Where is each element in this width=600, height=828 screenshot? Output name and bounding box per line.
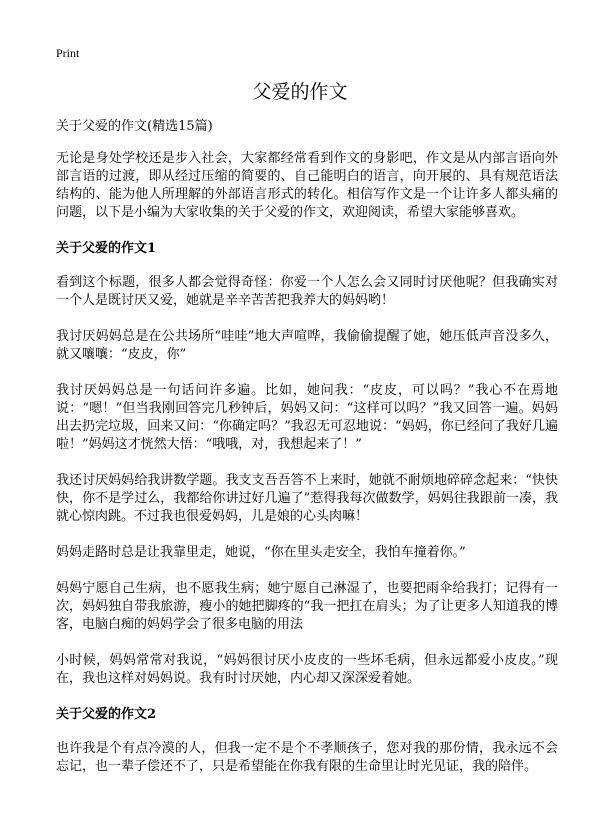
- section-1-paragraph: 妈妈宁愿自己生病，也不愿我生病；她宁愿自己淋湿了，也要把雨伞给我打；记得有一次，妈妈独自带我旅游，瘦小的她把脚疼的“我一把扛在肩头；为了让更多人知道我的博客，电脑白痴的妈妈学会了很多电脑的用法: [56, 581, 558, 632]
- article-body: [56, 118, 558, 794]
- section-1-paragraph: 小时候，妈妈常常对我说，“妈妈很讨厌小皮皮的一些坏毛病，但永远都爱小皮皮。”现在，我也这样对妈妈说。我有时讨厌她，内心却又深深爱着她。: [56, 653, 558, 686]
- section-1-paragraph: 看到这个标题，很多人都会觉得奇怪：你爱一个人怎么会又同时讨厌他呢？但我确实对一个人是既讨厌又爱，她就是辛辛苦苦把我养大的妈妈哟！: [56, 275, 558, 308]
- section-1-paragraph: 我讨厌妈妈总是在公共场所“哇哇”地大声喧哗，我偷偷提醒了她，她压低声音没多久，就又嚷嚷：“皮皮，你”: [56, 329, 558, 362]
- section-1-paragraph: 我讨厌妈妈总是一句话问许多遍。比如，她问我：“皮皮，可以吗？”我心不在焉地说：“嗯！”但当我刚回答完几秒钟后，妈妈又问：“这样可以吗？”我又回答一遍。妈妈出去扔完垃圾，回来又问：“你确定吗？”我忍无可忍地说：“妈妈，你已经问了我好几遍啦！”妈妈这才恍然大悟：“哦哦，对，我想起来了！”: [56, 383, 558, 452]
- section-heading-1: 关于父爱的作文1: [56, 241, 157, 256]
- page-title: 父爱的作文: [252, 81, 348, 103]
- intro-paragraph: 无论是身处学校还是步入社会，大家都经常看到作文的身影吧，作文是从内部言语向外部言语的过渡，即从经过压缩的简要的、自己能明白的语言，向开展的、具有规范语法结构的、能为他人所理解的外部语言形式的转化。相信写作文是一个让许多人都头痛的问题，以下是小编为大家收集的关于父爱的作文，欢迎阅读，希望大家能够喜欢。: [56, 151, 558, 220]
- print-label: Print: [56, 46, 80, 60]
- section-1-paragraph: 我还讨厌妈妈给我讲数学题。我支支吾吾答不上来时，她就不耐烦地碎碎念起来：“快快快，你不是学过么，我都给你讲过好几遍了”惹得我每次做数学，妈妈往我跟前一凑，我就心惊肉跳。不过我也很爱妈妈，儿是娘的心头肉嘛！: [56, 473, 558, 524]
- section-2-paragraph: 也许我是个有点冷漠的人，但我一定不是个不孝顺孩子，您对我的那份情，我永远不会忘记，也一辈子偿还不了，只是希望能在你我有限的生命里让时光见证，我的陪伴。: [56, 741, 558, 774]
- article-subtitle: 关于父爱的作文(精选15篇): [56, 119, 213, 134]
- section-heading-2: 关于父爱的作文2: [56, 707, 157, 722]
- section-1-paragraph: 妈妈走路时总是让我靠里走，她说，“你在里头走安全，我怕车撞着你。”: [56, 545, 466, 560]
